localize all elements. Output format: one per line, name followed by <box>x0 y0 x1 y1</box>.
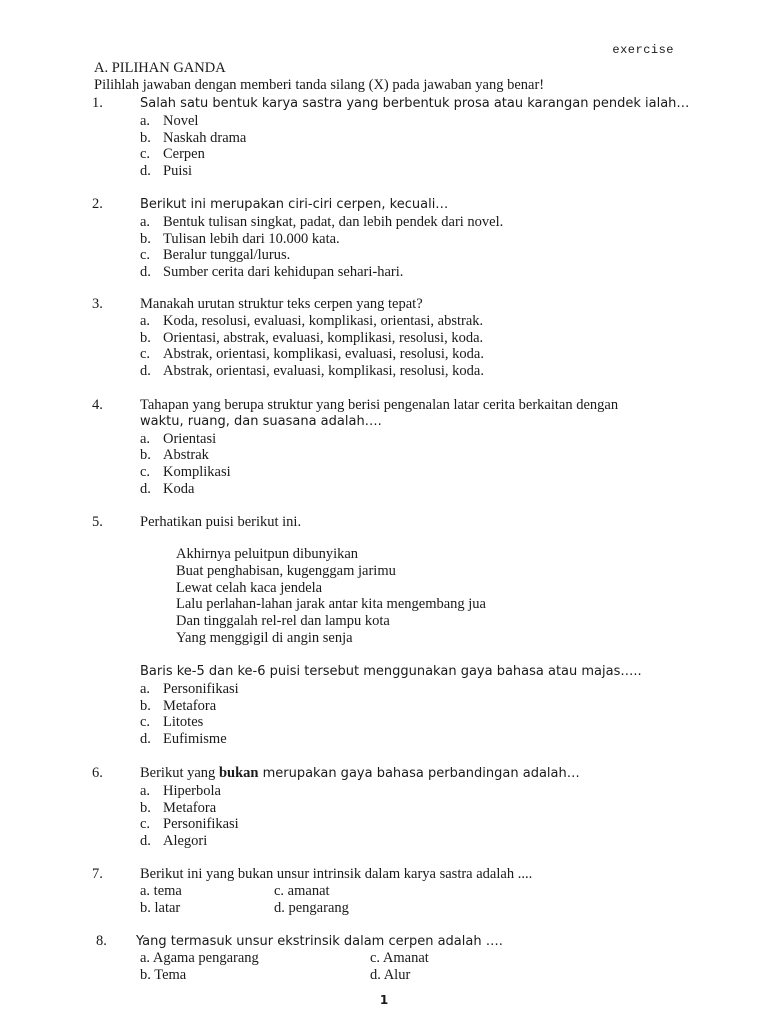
option-c[interactable]: c. Beralur tunggal/lurus. <box>140 247 291 264</box>
question-stem: Berikut ini merupakan ciri-ciri cerpen, kecuali… <box>140 197 449 212</box>
option-b[interactable]: b. Orientasi, abstrak, evaluasi, komplikasi, resolusi, koda. <box>140 329 484 346</box>
option-grid <box>116 950 429 984</box>
option-list <box>116 431 618 498</box>
option-list <box>116 214 503 281</box>
option-d[interactable]: d. Sumber cerita dari kehidupan sehari-hari. <box>140 264 404 281</box>
question-stem: Salah satu bentuk karya sastra yang berbentuk prosa atau karangan pendek ialah… <box>140 96 690 111</box>
poem-line: Lewat celah kaca jendela <box>176 579 323 596</box>
question-stem: Berikut ini yang bukan unsur intrinsik dalam karya sastra adalah .... <box>140 866 533 882</box>
option-d[interactable]: d. pengarang <box>274 899 349 916</box>
poem-line: Dan tinggalah rel-rel dan lampu kota <box>176 613 390 630</box>
poem-line: Akhirnya peluitpun dibunyikan <box>176 546 359 562</box>
option-a[interactable]: a. Hiperbola <box>140 782 221 799</box>
question-number: 5. <box>92 514 103 530</box>
option-list <box>116 113 689 180</box>
poem-line: Lalu perlahan-lahan jarak antar kita mengembang jua <box>176 596 486 613</box>
page-number: 1 <box>379 993 389 1007</box>
header-label: exercise <box>612 43 674 57</box>
option-list <box>116 681 642 748</box>
option-b[interactable]: b. latar <box>140 899 181 916</box>
option-list <box>116 313 484 380</box>
question-stem-pre: Berikut yang <box>140 765 219 781</box>
question-5-prompt <box>116 664 642 748</box>
option-a[interactable]: a. Orientasi <box>140 430 217 447</box>
question-6 <box>92 765 580 850</box>
option-c[interactable]: c. Abstrak, orientasi, komplikasi, evaluasi, resolusi, koda. <box>140 346 484 363</box>
question-5 <box>92 514 302 531</box>
poem-line: Buat penghabisan, kugenggam jarimu <box>176 562 396 579</box>
option-d[interactable]: d. Puisi <box>140 163 193 180</box>
option-list <box>116 783 580 850</box>
poem-line: Yang menggigil di angin senja <box>176 629 353 646</box>
option-a[interactable]: a. Agama pengarang <box>140 950 259 966</box>
question-stem: Baris ke-5 dan ke-6 puisi tersebut menggunakan gaya bahasa atau majas….. <box>140 664 642 679</box>
question-stem-line-2: waktu, ruang, dan suasana adalah…. <box>140 413 382 429</box>
option-c[interactable]: c. Personifikasi <box>140 816 239 833</box>
option-grid <box>116 883 532 917</box>
question-7 <box>92 866 533 917</box>
option-a[interactable]: a. Bentuk tulisan singkat, padat, dan lebih pendek dari novel. <box>140 213 504 230</box>
option-c[interactable]: c. Amanat <box>370 950 429 966</box>
question-stem: Perhatikan puisi berikut ini. <box>140 514 302 530</box>
option-c[interactable]: c. Cerpen <box>140 146 205 163</box>
option-b[interactable]: b. Metafora <box>140 799 217 816</box>
option-c[interactable]: c. Litotes <box>140 714 204 731</box>
option-b[interactable]: b. Tema <box>140 967 187 983</box>
question-number: 8. <box>96 933 107 949</box>
question-1 <box>92 95 690 180</box>
question-stem-post: merupakan gaya bahasa perbandingan adalah… <box>258 766 580 781</box>
option-d[interactable]: d. Koda <box>140 480 195 497</box>
question-number: 4. <box>92 397 103 413</box>
poem-block <box>176 546 486 647</box>
question-4 <box>92 397 619 498</box>
question-stem-line-1: Tahapan yang berupa struktur yang berisi pengenalan latar cerita berkaitan dengan <box>140 397 619 413</box>
option-a[interactable]: a. Novel <box>140 112 199 129</box>
option-c[interactable]: c. Komplikasi <box>140 464 231 481</box>
question-number: 2. <box>92 196 103 212</box>
option-d[interactable]: d. Eufimisme <box>140 731 227 748</box>
question-8 <box>96 933 503 951</box>
option-b[interactable]: b. Metafora <box>140 697 217 714</box>
question-3 <box>92 296 484 380</box>
question-2 <box>92 196 504 281</box>
question-number: 3. <box>92 296 103 312</box>
question-stem: Manakah urutan struktur teks cerpen yang tepat? <box>140 296 423 312</box>
option-b[interactable]: b. Naskah drama <box>140 129 247 146</box>
option-b[interactable]: b. Tulisan lebih dari 10.000 kata. <box>140 230 340 247</box>
question-number: 6. <box>92 765 103 781</box>
option-d[interactable]: d. Alegori <box>140 833 208 850</box>
question-stem: Yang termasuk unsur ekstrinsik dalam cerpen adalah …. <box>136 934 503 949</box>
section-title: A. PILIHAN GANDA <box>94 60 226 76</box>
option-a[interactable]: a. Personifikasi <box>140 680 239 697</box>
question-number: 1. <box>92 95 103 111</box>
instruction-text: Pilihlah jawaban dengan memberi tanda silang (X) pada jawaban yang benar! <box>94 77 545 93</box>
option-a[interactable]: a. Koda, resolusi, evaluasi, komplikasi, orientasi, abstrak. <box>140 312 484 329</box>
question-8-options <box>116 950 429 984</box>
option-d[interactable]: d. Alur <box>370 967 411 983</box>
option-b[interactable]: b. Abstrak <box>140 447 209 464</box>
question-stem-emphasis: bukan <box>218 765 259 781</box>
option-a[interactable]: a. tema <box>140 882 182 899</box>
question-number: 7. <box>92 866 103 882</box>
option-c[interactable]: c. amanat <box>274 882 330 899</box>
option-d[interactable]: d. Abstrak, orientasi, evaluasi, komplikasi, resolusi, koda. <box>140 363 484 380</box>
